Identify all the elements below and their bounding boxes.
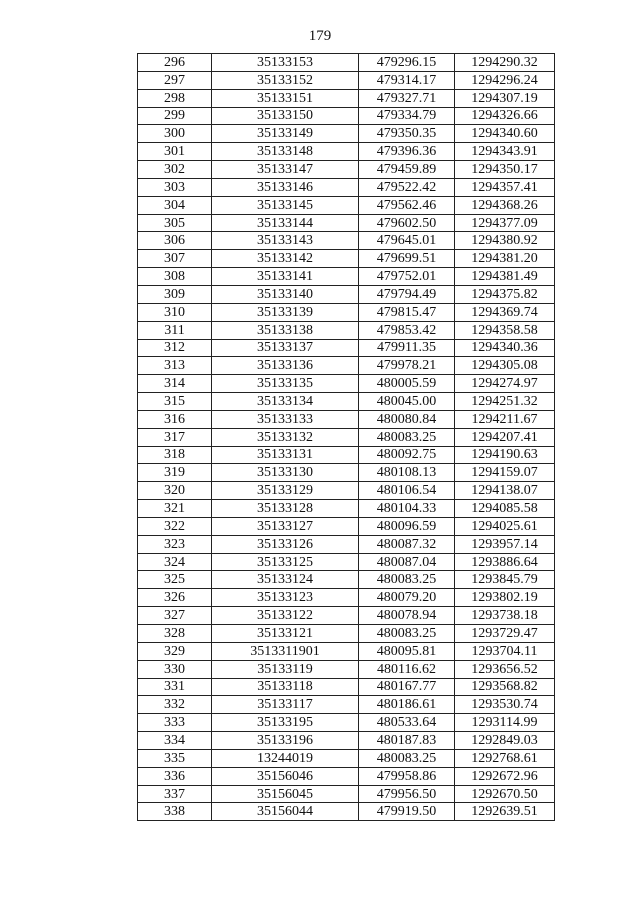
point-number-cell: 334 — [138, 732, 212, 750]
y-coordinate-cell: 1294307.19 — [455, 89, 555, 107]
table-row — [138, 446, 555, 464]
x-coordinate-cell: 479919.50 — [359, 803, 455, 821]
x-coordinate-cell: 480083.25 — [359, 625, 455, 643]
x-coordinate-cell: 479853.42 — [359, 321, 455, 339]
point-number-cell: 316 — [138, 410, 212, 428]
point-number-cell: 314 — [138, 375, 212, 393]
table-row — [138, 589, 555, 607]
point-number-cell: 296 — [138, 54, 212, 72]
point-id-cell: 35133151 — [212, 89, 359, 107]
point-number-cell: 338 — [138, 803, 212, 821]
x-coordinate-cell: 479327.71 — [359, 89, 455, 107]
table-row — [138, 303, 555, 321]
y-coordinate-cell: 1294358.58 — [455, 321, 555, 339]
x-coordinate-cell: 480106.54 — [359, 482, 455, 500]
point-number-cell: 328 — [138, 625, 212, 643]
table-row — [138, 357, 555, 375]
y-coordinate-cell: 1294326.66 — [455, 107, 555, 125]
point-number-cell: 336 — [138, 767, 212, 785]
y-coordinate-cell: 1292768.61 — [455, 749, 555, 767]
point-id-cell: 35133153 — [212, 54, 359, 72]
table-row — [138, 250, 555, 268]
y-coordinate-cell: 1293886.64 — [455, 553, 555, 571]
y-coordinate-cell: 1294159.07 — [455, 464, 555, 482]
x-coordinate-cell: 479522.42 — [359, 178, 455, 196]
point-number-cell: 332 — [138, 696, 212, 714]
y-coordinate-cell: 1293656.52 — [455, 660, 555, 678]
point-id-cell: 35133127 — [212, 517, 359, 535]
point-id-cell: 35133149 — [212, 125, 359, 143]
point-id-cell: 35133134 — [212, 393, 359, 411]
table-row — [138, 107, 555, 125]
point-number-cell: 318 — [138, 446, 212, 464]
x-coordinate-cell: 479645.01 — [359, 232, 455, 250]
x-coordinate-cell: 480080.84 — [359, 410, 455, 428]
point-id-cell: 35156046 — [212, 767, 359, 785]
table-row — [138, 375, 555, 393]
point-number-cell: 306 — [138, 232, 212, 250]
point-id-cell: 35133117 — [212, 696, 359, 714]
point-number-cell: 311 — [138, 321, 212, 339]
x-coordinate-cell: 479752.01 — [359, 268, 455, 286]
table-row — [138, 625, 555, 643]
y-coordinate-cell: 1292672.96 — [455, 767, 555, 785]
y-coordinate-cell: 1293704.11 — [455, 642, 555, 660]
x-coordinate-cell: 480078.94 — [359, 607, 455, 625]
y-coordinate-cell: 1294381.49 — [455, 268, 555, 286]
x-coordinate-cell: 479562.46 — [359, 196, 455, 214]
y-coordinate-cell: 1294274.97 — [455, 375, 555, 393]
point-id-cell: 35133118 — [212, 678, 359, 696]
table-row — [138, 161, 555, 179]
x-coordinate-cell: 480104.33 — [359, 500, 455, 518]
y-coordinate-cell: 1293530.74 — [455, 696, 555, 714]
x-coordinate-cell: 480095.81 — [359, 642, 455, 660]
point-number-cell: 333 — [138, 714, 212, 732]
point-number-cell: 309 — [138, 285, 212, 303]
table-row — [138, 268, 555, 286]
table-row — [138, 803, 555, 821]
x-coordinate-cell: 480187.83 — [359, 732, 455, 750]
point-number-cell: 315 — [138, 393, 212, 411]
y-coordinate-cell: 1294377.09 — [455, 214, 555, 232]
table-row — [138, 89, 555, 107]
table-row — [138, 232, 555, 250]
point-id-cell: 35133121 — [212, 625, 359, 643]
point-number-cell: 310 — [138, 303, 212, 321]
x-coordinate-cell: 479699.51 — [359, 250, 455, 268]
table-row — [138, 125, 555, 143]
table-row — [138, 178, 555, 196]
x-coordinate-cell: 479459.89 — [359, 161, 455, 179]
y-coordinate-cell: 1294251.32 — [455, 393, 555, 411]
point-number-cell: 321 — [138, 500, 212, 518]
point-number-cell: 323 — [138, 535, 212, 553]
point-id-cell: 35133146 — [212, 178, 359, 196]
point-id-cell: 35133125 — [212, 553, 359, 571]
x-coordinate-cell: 480108.13 — [359, 464, 455, 482]
y-coordinate-cell: 1294190.63 — [455, 446, 555, 464]
x-coordinate-cell: 479296.15 — [359, 54, 455, 72]
x-coordinate-cell: 480083.25 — [359, 571, 455, 589]
table-row — [138, 678, 555, 696]
x-coordinate-cell: 479978.21 — [359, 357, 455, 375]
point-id-cell: 35133145 — [212, 196, 359, 214]
x-coordinate-cell: 480087.04 — [359, 553, 455, 571]
table-row — [138, 464, 555, 482]
x-coordinate-cell: 480096.59 — [359, 517, 455, 535]
point-number-cell: 301 — [138, 143, 212, 161]
point-id-cell: 35133119 — [212, 660, 359, 678]
x-coordinate-cell: 479815.47 — [359, 303, 455, 321]
table-row — [138, 196, 555, 214]
point-id-cell: 35133142 — [212, 250, 359, 268]
point-id-cell: 35133147 — [212, 161, 359, 179]
coordinates-table-body — [138, 54, 555, 821]
point-id-cell: 35133130 — [212, 464, 359, 482]
table-row — [138, 714, 555, 732]
point-id-cell: 3513311901 — [212, 642, 359, 660]
table-row — [138, 785, 555, 803]
y-coordinate-cell: 1294380.92 — [455, 232, 555, 250]
y-coordinate-cell: 1293738.18 — [455, 607, 555, 625]
y-coordinate-cell: 1293845.79 — [455, 571, 555, 589]
x-coordinate-cell: 479602.50 — [359, 214, 455, 232]
point-id-cell: 35133126 — [212, 535, 359, 553]
point-number-cell: 303 — [138, 178, 212, 196]
point-id-cell: 35133122 — [212, 607, 359, 625]
page-number: 179 — [308, 28, 332, 44]
point-id-cell: 35133139 — [212, 303, 359, 321]
y-coordinate-cell: 1294340.36 — [455, 339, 555, 357]
y-coordinate-cell: 1292849.03 — [455, 732, 555, 750]
table-row — [138, 571, 555, 589]
point-number-cell: 319 — [138, 464, 212, 482]
point-id-cell: 35133143 — [212, 232, 359, 250]
x-coordinate-cell: 480083.25 — [359, 749, 455, 767]
point-number-cell: 326 — [138, 589, 212, 607]
table-row — [138, 749, 555, 767]
y-coordinate-cell: 1294369.74 — [455, 303, 555, 321]
x-coordinate-cell: 479958.86 — [359, 767, 455, 785]
table-row — [138, 71, 555, 89]
table-row — [138, 339, 555, 357]
y-coordinate-cell: 1293568.82 — [455, 678, 555, 696]
x-coordinate-cell: 480533.64 — [359, 714, 455, 732]
point-id-cell: 35156044 — [212, 803, 359, 821]
point-id-cell: 35133123 — [212, 589, 359, 607]
point-id-cell: 35133144 — [212, 214, 359, 232]
table-row — [138, 393, 555, 411]
point-number-cell: 331 — [138, 678, 212, 696]
x-coordinate-cell: 479396.36 — [359, 143, 455, 161]
table-row — [138, 214, 555, 232]
point-id-cell: 35156045 — [212, 785, 359, 803]
point-number-cell: 305 — [138, 214, 212, 232]
table-row — [138, 482, 555, 500]
table-row — [138, 767, 555, 785]
y-coordinate-cell: 1294211.67 — [455, 410, 555, 428]
x-coordinate-cell: 480092.75 — [359, 446, 455, 464]
x-coordinate-cell: 480087.32 — [359, 535, 455, 553]
point-number-cell: 307 — [138, 250, 212, 268]
table-row — [138, 642, 555, 660]
point-number-cell: 302 — [138, 161, 212, 179]
point-id-cell: 35133150 — [212, 107, 359, 125]
point-id-cell: 35133148 — [212, 143, 359, 161]
point-id-cell: 35133152 — [212, 71, 359, 89]
x-coordinate-cell: 479956.50 — [359, 785, 455, 803]
point-number-cell: 337 — [138, 785, 212, 803]
y-coordinate-cell: 1294357.41 — [455, 178, 555, 196]
y-coordinate-cell: 1294025.61 — [455, 517, 555, 535]
x-coordinate-cell: 480083.25 — [359, 428, 455, 446]
y-coordinate-cell: 1294305.08 — [455, 357, 555, 375]
table-row — [138, 696, 555, 714]
table-row — [138, 500, 555, 518]
point-number-cell: 304 — [138, 196, 212, 214]
point-id-cell: 35133140 — [212, 285, 359, 303]
point-id-cell: 35133131 — [212, 446, 359, 464]
table-row — [138, 143, 555, 161]
x-coordinate-cell: 480167.77 — [359, 678, 455, 696]
x-coordinate-cell: 480079.20 — [359, 589, 455, 607]
y-coordinate-cell: 1294138.07 — [455, 482, 555, 500]
y-coordinate-cell: 1294368.26 — [455, 196, 555, 214]
point-number-cell: 324 — [138, 553, 212, 571]
y-coordinate-cell: 1294350.17 — [455, 161, 555, 179]
table-row — [138, 428, 555, 446]
point-number-cell: 298 — [138, 89, 212, 107]
x-coordinate-cell: 479794.49 — [359, 285, 455, 303]
table-row — [138, 517, 555, 535]
y-coordinate-cell: 1294340.60 — [455, 125, 555, 143]
x-coordinate-cell: 479911.35 — [359, 339, 455, 357]
point-number-cell: 325 — [138, 571, 212, 589]
y-coordinate-cell: 1294375.82 — [455, 285, 555, 303]
point-number-cell: 299 — [138, 107, 212, 125]
table-row — [138, 553, 555, 571]
x-coordinate-cell: 480005.59 — [359, 375, 455, 393]
x-coordinate-cell: 479334.79 — [359, 107, 455, 125]
point-id-cell: 35133133 — [212, 410, 359, 428]
table-row — [138, 535, 555, 553]
y-coordinate-cell: 1294343.91 — [455, 143, 555, 161]
x-coordinate-cell: 479350.35 — [359, 125, 455, 143]
point-id-cell: 35133135 — [212, 375, 359, 393]
point-id-cell: 35133129 — [212, 482, 359, 500]
point-id-cell: 35133124 — [212, 571, 359, 589]
point-number-cell: 335 — [138, 749, 212, 767]
point-number-cell: 317 — [138, 428, 212, 446]
table-row — [138, 410, 555, 428]
point-number-cell: 297 — [138, 71, 212, 89]
y-coordinate-cell: 1293729.47 — [455, 625, 555, 643]
y-coordinate-cell: 1294381.20 — [455, 250, 555, 268]
x-coordinate-cell: 480045.00 — [359, 393, 455, 411]
point-number-cell: 330 — [138, 660, 212, 678]
point-id-cell: 35133136 — [212, 357, 359, 375]
y-coordinate-cell: 1294207.41 — [455, 428, 555, 446]
point-id-cell: 35133196 — [212, 732, 359, 750]
point-number-cell: 327 — [138, 607, 212, 625]
y-coordinate-cell: 1293957.14 — [455, 535, 555, 553]
table-row — [138, 607, 555, 625]
point-number-cell: 320 — [138, 482, 212, 500]
table-row — [138, 660, 555, 678]
table-row — [138, 285, 555, 303]
point-number-cell: 322 — [138, 517, 212, 535]
y-coordinate-cell: 1293802.19 — [455, 589, 555, 607]
y-coordinate-cell: 1294296.24 — [455, 71, 555, 89]
point-id-cell: 35133128 — [212, 500, 359, 518]
table-row — [138, 732, 555, 750]
y-coordinate-cell: 1294085.58 — [455, 500, 555, 518]
point-number-cell: 329 — [138, 642, 212, 660]
point-number-cell: 313 — [138, 357, 212, 375]
y-coordinate-cell: 1292670.50 — [455, 785, 555, 803]
coordinates-table — [137, 53, 555, 821]
x-coordinate-cell: 480116.62 — [359, 660, 455, 678]
y-coordinate-cell: 1292639.51 — [455, 803, 555, 821]
point-number-cell: 300 — [138, 125, 212, 143]
point-id-cell: 13244019 — [212, 749, 359, 767]
point-id-cell: 35133137 — [212, 339, 359, 357]
point-id-cell: 35133195 — [212, 714, 359, 732]
point-id-cell: 35133141 — [212, 268, 359, 286]
y-coordinate-cell: 1294290.32 — [455, 54, 555, 72]
point-id-cell: 35133138 — [212, 321, 359, 339]
y-coordinate-cell: 1293114.99 — [455, 714, 555, 732]
point-id-cell: 35133132 — [212, 428, 359, 446]
table-row — [138, 321, 555, 339]
x-coordinate-cell: 479314.17 — [359, 71, 455, 89]
point-number-cell: 312 — [138, 339, 212, 357]
point-number-cell: 308 — [138, 268, 212, 286]
table-row — [138, 54, 555, 72]
x-coordinate-cell: 480186.61 — [359, 696, 455, 714]
